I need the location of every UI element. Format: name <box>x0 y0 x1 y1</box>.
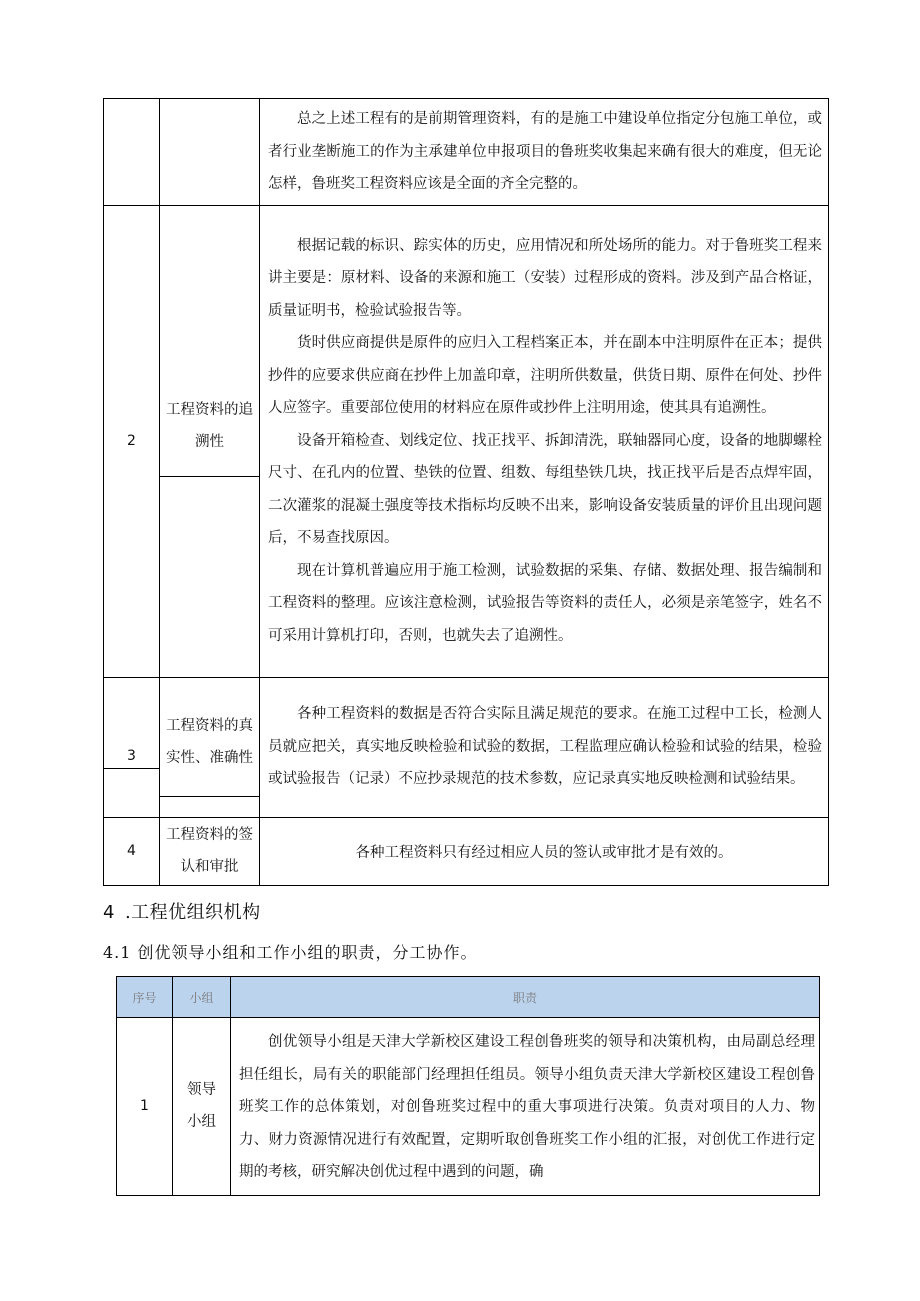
duties-paragraph: 创优领导小组是天津大学新校区建设工程创鲁班奖的领导和决策机构，由局副总经理担任组长，局有关的职能部门经理担任组员。领导小组负责天津大学新校区建设工程创鲁班奖工作的总体策划，对创鲁班奖过程中的重大事项进行决策。负责对项目的人力、物力、财力资源情况进行有效配置，定期听取创鲁班奖工作小组的汇报，对创优工作进行定期的考核，研究解决创优过程中遇到的问题，确 <box>239 1034 815 1180</box>
description-paragraph: 各种工程资料的数据是否符合实际且满足规范的要求。在施工过程中工长，检测人员就应把关，真实地反映检验和试验的数据，工程监理应确认检验和试验的结果，检验或试验报告（记录）不应抄录规范的技术参数，应记录真实地反映检测和试验结果。 <box>268 706 822 788</box>
description-cell <box>260 99 829 206</box>
section-number: 4 <box>103 902 115 923</box>
row-number-cell: 2 <box>104 205 160 677</box>
table-row <box>104 99 829 206</box>
cell-divider <box>160 476 259 477</box>
item-cell <box>160 205 260 677</box>
description-paragraph: 根据记载的标识、踪实体的历史，应用情况和所处场所的能力。对于鲁班奖工程来讲主要是：原材料、设备的来源和施工（安装）过程形成的资料。涉及到产品合格证，质量证明书，检验试验报告等。 <box>268 237 822 319</box>
header-group: 小组 <box>173 977 231 1018</box>
row-number-cell <box>104 99 160 206</box>
description-paragraph: 设备开箱检查、划线定位、找正找平、拆卸清洗，联轴器同心度，设备的地脚螺栓尺寸、在孔内的位置、垫铁的位置、组数、每组垫铁几块，找正找平后是否点焊牢固，二次灌浆的混凝土强度等技术指标均反映不出来，影响设备安装质量的评价且出现问题后，不易查找原因。 <box>268 432 822 547</box>
duties-cell <box>231 1018 820 1196</box>
description-paragraph: 货时供应商提供是原件的应归入工程档案正本，并在副本中注明原件在正本；提供抄件的应要求供应商在抄件上加盖印章，注明所供数量，供货日期、原件在何处、抄件人应签字。重要部位使用的材料应在原件或抄件上注明用途，使其具有追溯性。 <box>268 335 822 417</box>
header-number: 序号 <box>117 977 173 1018</box>
table-row <box>104 677 829 817</box>
table-row <box>104 205 829 677</box>
description-paragraph: 现在计算机普遍应用于施工检测，试验数据的采集、存储、数据处理、报告编制和工程资料的整理。应该注意检测，试验报告等资料的责任人，必须是亲笔签字，姓名不可采用计算机打印，否则，也就失去了追溯性。 <box>268 562 822 644</box>
responsibility-table <box>116 976 820 1196</box>
cell-divider <box>104 768 159 769</box>
row-number-cell: 4 <box>104 817 160 885</box>
quality-requirements-table <box>103 98 829 886</box>
description-paragraph: 总之上述工程有的是前期管理资料，有的是施工中建设单位指定分包施工单位，或者行业垄断施工的作为主承建单位申报项目的鲁班奖收集起来确有很大的难度，但无论怎样，鲁班奖工程资料应该是全面的齐全完整的。 <box>268 111 822 192</box>
description-cell <box>260 677 829 817</box>
item-cell <box>160 677 260 817</box>
group-cell <box>173 1018 231 1196</box>
row-number: 3 <box>127 747 136 764</box>
item-label: 工程资料的签认和审批 <box>166 827 253 875</box>
section-title: .工程优组织机构 <box>124 902 261 923</box>
section-heading <box>103 898 261 924</box>
item-label: 工程资料的追溯性 <box>166 402 253 450</box>
row-number-cell: 1 <box>117 1018 173 1196</box>
subsection-heading: 4.1 创优领导小组和工作小组的职责，分工协作。 <box>103 943 478 962</box>
row-number-cell <box>104 677 160 817</box>
item-cell <box>160 817 260 885</box>
table-row <box>104 817 829 885</box>
description-cell <box>260 817 829 885</box>
table-header-row <box>117 977 820 1018</box>
table-row <box>117 1018 820 1196</box>
cell-divider <box>160 796 259 797</box>
header-duties: 职责 <box>231 977 820 1018</box>
item-cell <box>160 99 260 206</box>
group-label: 领导小组 <box>187 1082 216 1131</box>
description-cell <box>260 205 829 677</box>
item-label: 工程资料的真实性、准确性 <box>166 718 253 766</box>
description-paragraph: 各种工程资料只有经过相应人员的签认或审批才是有效的。 <box>355 844 733 861</box>
